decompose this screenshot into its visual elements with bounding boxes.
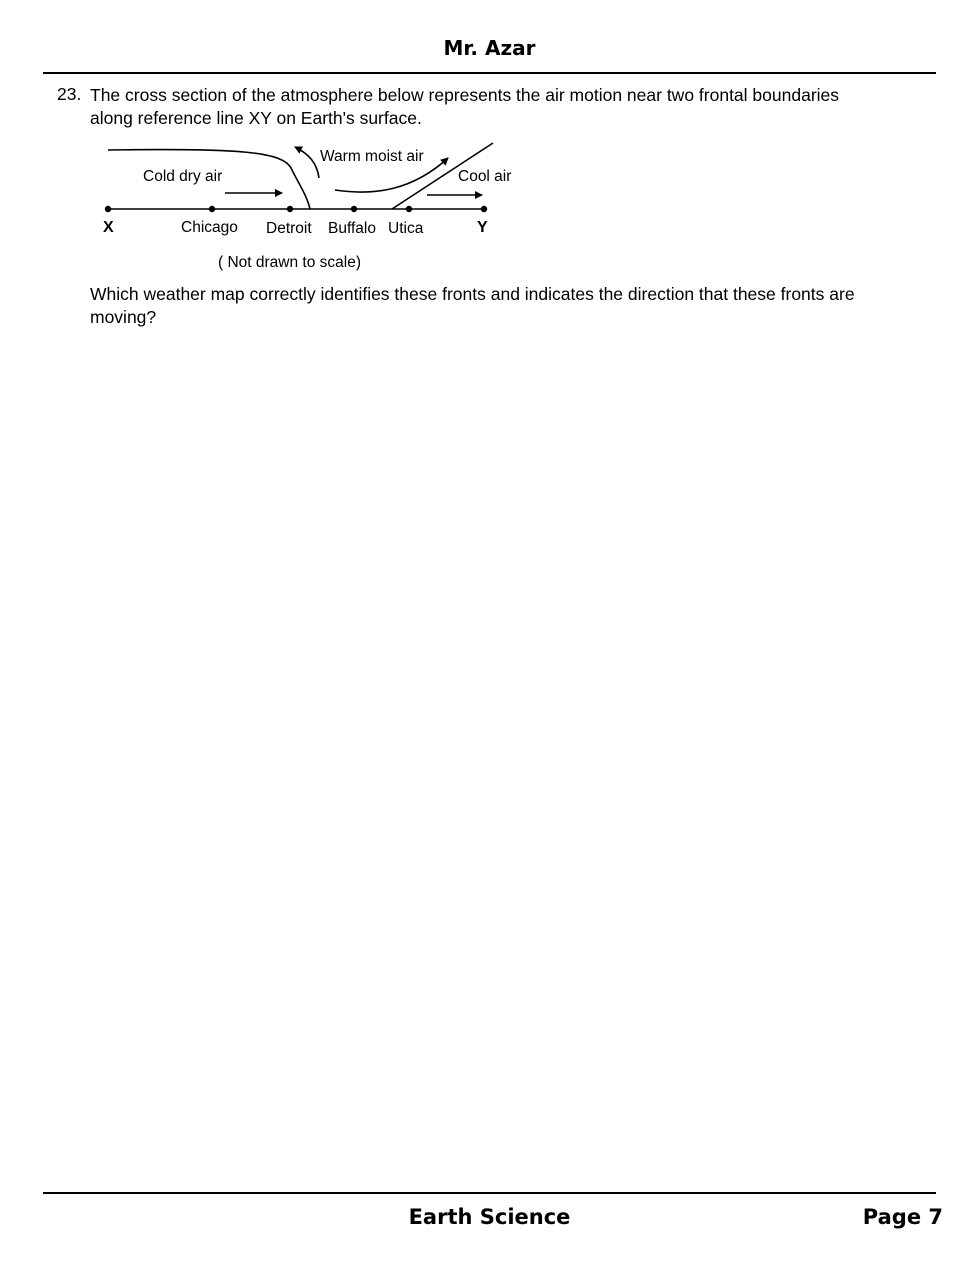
label-warm-moist-air: Warm moist air [320,148,424,165]
label-x: X [103,219,114,236]
label-y: Y [477,219,488,236]
footer-divider [43,1192,936,1194]
point-utica-dot [406,206,412,212]
label-not-to-scale: ( Not drawn to scale) [218,254,361,271]
label-utica: Utica [388,220,424,237]
point-x-dot [105,206,111,212]
point-buffalo-dot [351,206,357,212]
point-chicago-dot [209,206,215,212]
point-detroit-dot [287,206,293,212]
label-chicago: Chicago [181,219,238,236]
label-cold-dry-air: Cold dry air [143,168,223,185]
label-detroit: Detroit [266,220,312,237]
point-y-dot [481,206,487,212]
footer-subject: Earth Science [408,1205,571,1229]
label-buffalo: Buffalo [328,220,376,237]
frontal-cross-section-diagram [95,138,535,278]
header-divider [43,72,936,74]
question-number: 23. [57,84,82,104]
page-header-title: Mr. Azar [443,36,536,60]
footer-page-number: Page 7 [862,1205,943,1229]
warm-air-rising-arrow [295,147,319,178]
question-prompt: Which weather map correctly identifies these fronts and indicates the direction that these fronts are moving? [90,284,855,327]
label-cool-air: Cool air [458,168,512,185]
question-text: The cross section of the atmosphere below represents the air motion near two frontal boundaries along reference line XY on Earth's surface. [90,85,840,128]
